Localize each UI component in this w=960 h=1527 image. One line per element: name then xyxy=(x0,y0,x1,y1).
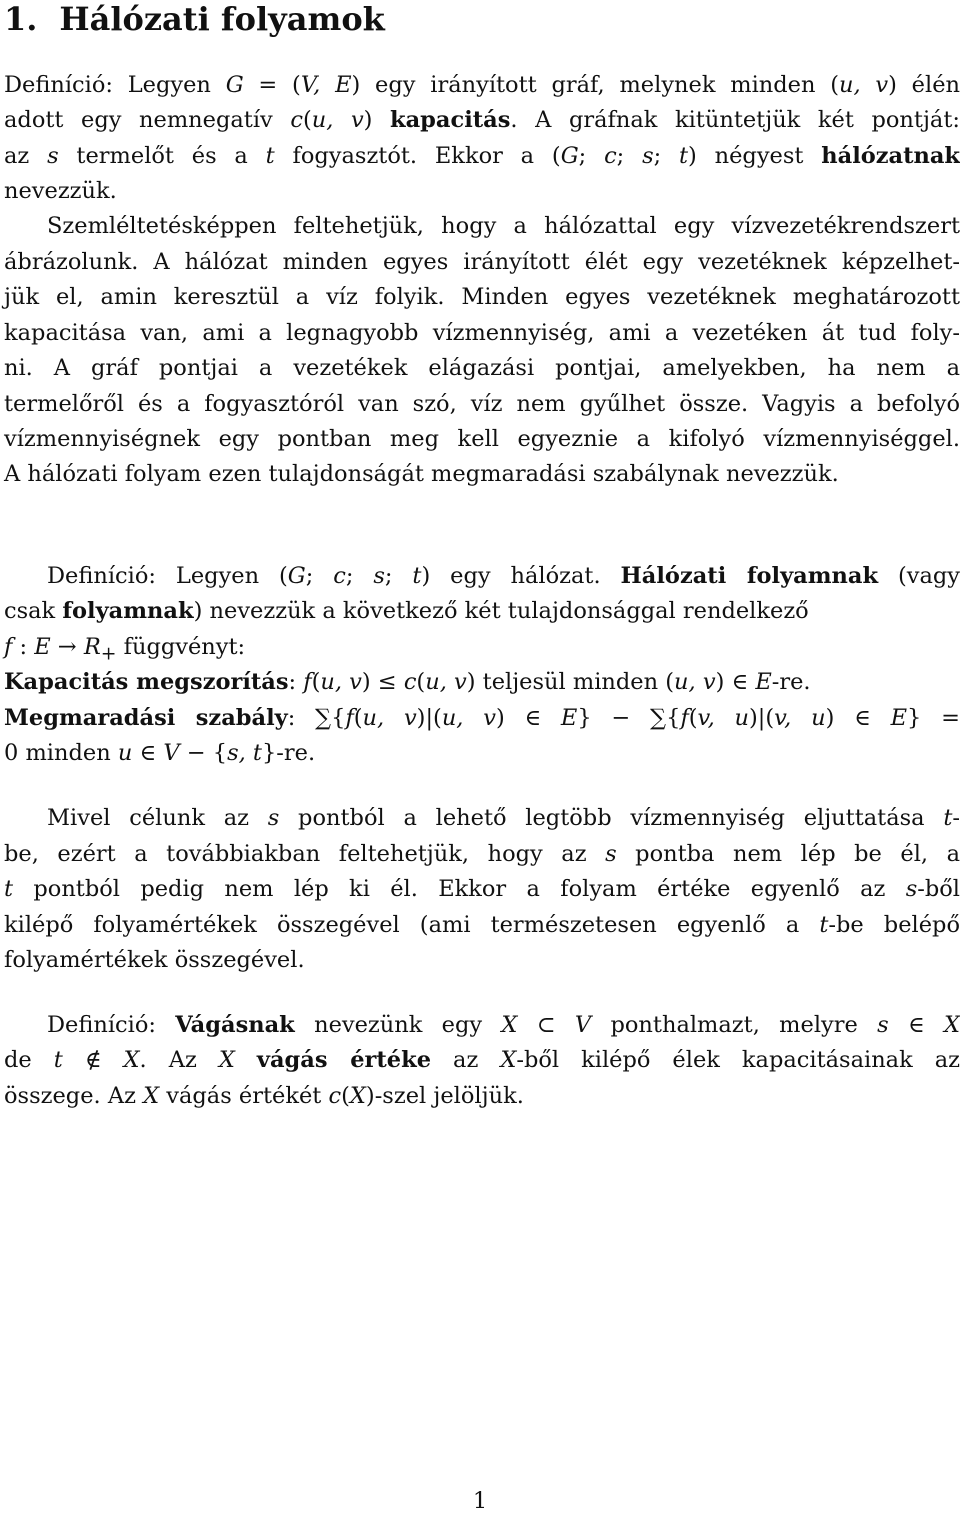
text-line: adott egy nemnegatív c(u, v) kapacitás. A gráfnak kitüntetjük két pontját: xyxy=(4,107,960,133)
text-line: be, ezért a továbbiakban feltehetjük, hogy az s pontba nem lép be él, a xyxy=(4,841,960,867)
text-line: termelőről és a fogyasztóról van szó, víz nem gyűlhet össze. Vagyis a befolyó xyxy=(4,391,960,417)
text-line: vízmennyiségnek egy pontban meg kell egyeznie a kifolyó vízmennyiséggel. xyxy=(4,426,960,452)
text-line: Szemléltetésképpen feltehetjük, hogy a hálózattal egy vízvezetékrendszert xyxy=(47,213,960,239)
text-line: összege. Az X vágás értékét c(X)-szel jelöljük. xyxy=(4,1083,524,1109)
text-line: 0 minden u ∈ V − {s, t}-re. xyxy=(4,740,316,766)
section-title: Hálózati folyamok xyxy=(59,0,385,38)
text-line: jük el, amin keresztül a víz folyik. Minden egyes vezetéknek meghatározott xyxy=(4,284,960,310)
text-line: Definíció: Legyen (G; c; s; t) egy hálózat. Hálózati folyamnak (vagy xyxy=(47,563,960,589)
section-number: 1. xyxy=(4,0,38,38)
text-line: kilépő folyamértékek összegével (ami természetesen egyenlő a t-be belépő xyxy=(4,912,960,938)
text-line: Mivel célunk az s pontból a lehető legtöbb vízmennyiség eljuttatása t- xyxy=(47,805,960,831)
text-line: ábrázolunk. A hálózat minden egyes irányított élét egy vezetéknek képzelhet- xyxy=(4,249,960,275)
text-line: Megmaradási szabály: ∑{f(u, v)|(u, v) ∈ E} − ∑{f(v, u)|(v, u) ∈ E} = xyxy=(4,705,960,731)
text-line: Kapacitás megszorítás: f(u, v) ≤ c(u, v) teljesül minden (u, v) ∈ E-re. xyxy=(4,669,811,695)
section-heading xyxy=(4,0,385,38)
text-line: A hálózati folyam ezen tulajdonságát megmaradási szabálynak nevezzük. xyxy=(4,461,839,487)
text-line: az s termelőt és a t fogyasztót. Ekkor a (G; c; s; t) négyest hálózatnak xyxy=(4,143,960,169)
text-line: f : $E \to R_+$ függvényt: xyxy=(4,634,246,665)
text-line: de t ∉ X. Az X vágás értéke az X-ből kilépő élek kapacitásainak az xyxy=(4,1047,960,1073)
text-line: ni. A gráf pontjai a vezetékek elágazási pontjai, amelyekben, ha nem a xyxy=(4,355,960,381)
page-number: 1 xyxy=(472,1488,488,1514)
text-line: nevezzük. xyxy=(4,178,117,204)
text-line: Definíció: Vágásnak nevezünk egy X ⊂ V ponthalmazt, melyre s ∈ X xyxy=(47,1012,960,1038)
text-line: t pontból pedig nem lép ki él. Ekkor a folyam értéke egyenlő az s-ből xyxy=(4,876,960,902)
text-line: csak folyamnak) nevezzük a következő két tulajdonsággal rendelkező xyxy=(4,598,809,624)
text-line: Definíció: Legyen G = (V, E) egy irányított gráf, melynek minden (u, v) élén xyxy=(4,72,960,98)
text-line: kapacitása van, ami a legnagyobb vízmennyiség, ami a vezetéken át tud foly- xyxy=(4,320,960,346)
text-line: folyamértékek összegével. xyxy=(4,947,305,973)
